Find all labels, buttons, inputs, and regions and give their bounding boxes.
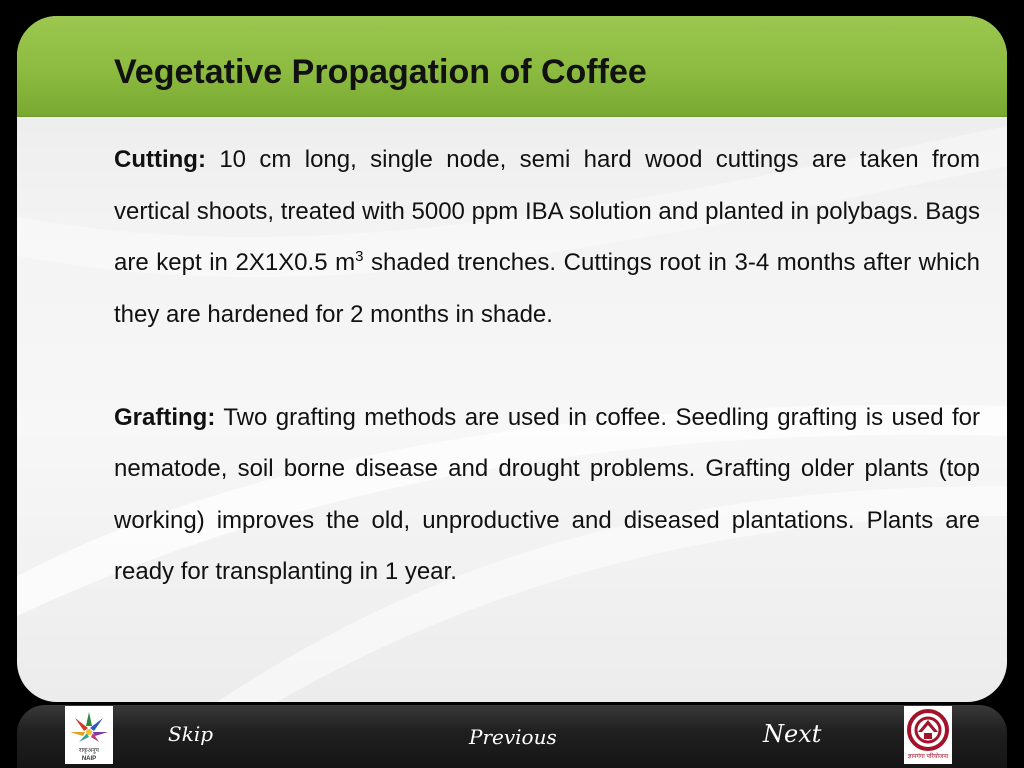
title-bar (17, 16, 1007, 117)
grafting-text: Two grafting methods are used in coffee. Seedling grafting is used for nematode, soil borne disease and drought problems. Grafting older plants (top working) improves the old, unproductive and diseased plantations. Plants are ready for transplanting in 1 year. (114, 403, 980, 585)
slide-panel (17, 16, 1007, 702)
grafting-heading: Grafting: (114, 403, 216, 431)
skip-button[interactable]: Skip (168, 722, 214, 746)
slide-body (114, 134, 980, 598)
cubic-superscript: 3 (355, 248, 364, 265)
cutting-heading: Cutting: (114, 146, 206, 173)
gyan-ganga-logo-icon (904, 706, 952, 752)
naip-logo-caption: NAIP (81, 756, 97, 762)
naip-logo (65, 706, 113, 764)
previous-button[interactable]: Previous (469, 725, 557, 749)
next-button[interactable]: Next (763, 720, 822, 748)
grafting-paragraph (114, 392, 980, 598)
cutting-text-part1: 10 cm long, single node, semi hard wood cuttings are taken from vertical shoots, treated with 5000 ppm IBA solution and planted in polybags. Bags are kept in 2X1X0.5 m (114, 146, 980, 276)
naip-logo-caption-top: राकृअनुप (79, 748, 99, 754)
gyan-ganga-logo-caption: ज्ञानगंगा परियोजना (907, 754, 949, 760)
paragraph-gap (114, 340, 980, 392)
cutting-paragraph (114, 134, 980, 340)
naip-logo-icon (65, 706, 113, 748)
cutting-text-part2: shaded trenches. Cuttings root in 3-4 months after which they are hardened for 2 months in shade. (114, 249, 980, 328)
gyan-ganga-logo (904, 706, 952, 764)
slide-title: Vegetative Propagation of Coffee (114, 53, 647, 91)
